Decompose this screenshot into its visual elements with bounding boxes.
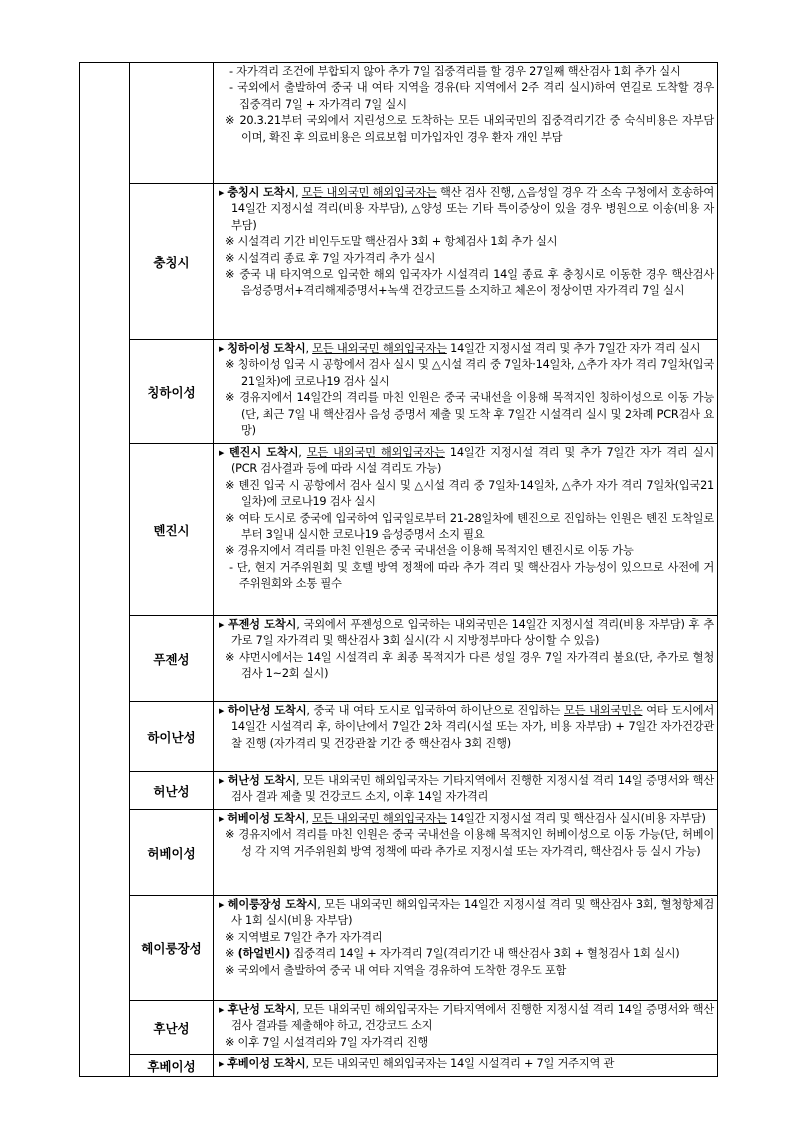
note-text: ※ 샤먼시에서는 14일 시설격리 후 최종 목적지가 다른 성일 경우 7일 자가격리 불요(단, 추가로 혈청검사 1~2회 실시) bbox=[225, 650, 714, 681]
region-name: 후베이성 bbox=[147, 1058, 196, 1074]
policy-note bbox=[219, 946, 714, 962]
triangle-bullet-icon: ▶ bbox=[219, 815, 225, 823]
quarantine-policy-table bbox=[79, 62, 718, 1077]
triangle-bullet-icon: ▶ bbox=[219, 345, 225, 353]
table-row bbox=[80, 616, 718, 702]
policy-content-cell bbox=[214, 896, 718, 1001]
separator: , bbox=[296, 618, 304, 631]
triangle-bullet-icon: ▶ bbox=[219, 1060, 225, 1068]
policy-note bbox=[219, 1035, 714, 1051]
policy-headline bbox=[219, 1056, 714, 1072]
policy-note bbox=[219, 650, 714, 683]
region-name-cell bbox=[130, 772, 214, 810]
region-name-cell bbox=[130, 896, 214, 1001]
table-row bbox=[80, 444, 718, 616]
policy-note bbox=[219, 234, 714, 250]
policy-note bbox=[219, 963, 714, 979]
policy-note bbox=[219, 827, 714, 860]
policy-headline bbox=[219, 703, 714, 752]
region-name-cell bbox=[130, 184, 214, 340]
policy-headline bbox=[219, 445, 714, 478]
region-name: 허난성 bbox=[153, 783, 190, 799]
region-name-cell bbox=[130, 810, 214, 896]
policy-content-cell bbox=[214, 340, 718, 444]
arrival-title: 후베이성 도착시 bbox=[227, 1057, 306, 1070]
headline-text: 모든 내외국민 해외입국자는 14일 시설격리 + 7일 거주지역 관 bbox=[312, 1057, 615, 1070]
headline-text: 모든 내외국민 해외입국자는 기타지역에서 진행한 지정시설 격리 14일 증명서와 핵산검사 결과를 제출해야 하고, 건강코드 소지 bbox=[231, 1003, 714, 1033]
table-row bbox=[80, 184, 718, 340]
headline-text: 핵산 검사 진행, △음성일 경우 각 소속 구청에서 호송하여 14일간 지정시설 격리(비용 자부담), △양성 또는 기타 특이증상이 있을 경우 병원으로 이송(비용 자부담) bbox=[231, 186, 714, 232]
headline-text: 여타 도시에서 14일간 시설격리 후, 하이난에서 7일간 2차 격리(시설 또는 자가, 비용 자부담) + 7일간 자가건강관찰 진행 (자가격리 및 건강관찰 기간 중 핵산검사 3회 진행) bbox=[231, 704, 715, 750]
arrival-title: 푸젠성 도착시 bbox=[227, 618, 297, 631]
region-name: 헤이룽장성 bbox=[141, 941, 202, 956]
region-name: 톈진시 bbox=[153, 522, 190, 538]
headline-text: 중국 내 여타 도시로 입국하여 하이난으로 진입하는 bbox=[313, 704, 564, 717]
policy-content-cell bbox=[214, 63, 718, 184]
region-name: 허베이성 bbox=[147, 845, 196, 861]
note-text: ※ 중국 내 타지역으로 입국한 해외 입국자가 시설격리 14일 종료 후 충칭시로 이동한 경우 핵산검사 음성증명서+격리해제증명서+녹색 건강코드를 소지하고 체온이 정상이면 자가격리 7일 실시 bbox=[225, 268, 714, 298]
arrival-title: 칭하이성 도착시 bbox=[227, 342, 306, 355]
arrival-title: 하이난성 도착시 bbox=[227, 704, 307, 717]
region-name-cell bbox=[130, 444, 214, 616]
region-name-cell bbox=[130, 702, 214, 772]
region-name: 푸젠성 bbox=[153, 651, 190, 667]
arrival-title: 후난성 도착시 bbox=[227, 1003, 296, 1016]
policy-headline bbox=[219, 341, 714, 357]
headline-text: 14일간 지정시설 격리 및 추가 7일간 자가 격리 실시(PCR 검사결과 등에 따라 시설 격리도 가능) bbox=[231, 446, 714, 476]
policy-note bbox=[219, 543, 714, 559]
policy-note bbox=[219, 113, 714, 146]
separator: , bbox=[305, 812, 313, 825]
policy-headline bbox=[219, 617, 714, 650]
policy-content-cell bbox=[214, 1001, 718, 1055]
triangle-bullet-icon: ▶ bbox=[219, 621, 225, 629]
region-name-cell bbox=[130, 616, 214, 702]
region-name: 하이난성 bbox=[147, 729, 196, 745]
table-row bbox=[80, 1055, 718, 1077]
note-text: ※ 국외에서 출발하여 중국 내 여타 지역을 경유하여 도착한 경우도 포함 bbox=[225, 963, 567, 977]
region-name: 칭하이성 bbox=[147, 384, 196, 400]
separator: , bbox=[298, 446, 307, 459]
arrival-title: 충칭시 도착시 bbox=[227, 186, 295, 199]
note-text: - 자가격리 조건에 부합되지 않아 추가 7일 집중격리를 할 경우 27일째 핵산검사 1회 추가 실시 bbox=[229, 65, 681, 78]
table-row bbox=[80, 810, 718, 896]
region-name: 후난성 bbox=[153, 1020, 190, 1036]
policy-note bbox=[219, 251, 714, 267]
policy-headline bbox=[219, 185, 714, 234]
headline-text: 14일간 지정시설 격리 및 핵산검사 실시(비용 자부담) bbox=[446, 812, 706, 825]
separator: , bbox=[295, 774, 303, 787]
region-name-cell bbox=[130, 1055, 214, 1077]
headline-text: 모든 내외국민 해외입국자는 14일간 지정시설 격리 및 핵산검사 3회, 혈청항체검사 1회 실시(비용 자부담) bbox=[231, 898, 714, 928]
triangle-bullet-icon: ▶ bbox=[219, 707, 225, 715]
note-text: ※ 칭하이성 입국 시 공항에서 검사 실시 및 △시설 격리 중 7일차·14일차, △추가 자가 격리 7일차(입국21일차)에 코로나19 검사 실시 bbox=[225, 358, 714, 388]
arrival-title: 허베이성 도착시 bbox=[227, 812, 306, 825]
arrival-title: 헤이룽장성 도착시 bbox=[227, 898, 318, 911]
policy-headline bbox=[219, 1002, 714, 1035]
note-text: 집중격리 14일 + 자가격리 7일(격리기간 내 핵산검사 3회 + 혈청검사 1회 실시) bbox=[290, 947, 680, 961]
triangle-bullet-icon: ▶ bbox=[219, 901, 225, 909]
policy-headline bbox=[219, 897, 714, 930]
note-text: - 국외에서 출발하여 중국 내 여타 지역을 경유(타 지역에서 2주 격리 실시)하여 연길로 도착할 경우 집중격리 7일 + 자가격리 7일 실시 bbox=[229, 81, 714, 111]
underlined-target: 모든 내외국민은 bbox=[564, 704, 643, 717]
note-bold: (하얼빈시) bbox=[237, 947, 291, 961]
triangle-bullet-icon: ▶ bbox=[219, 777, 225, 785]
policy-headline bbox=[219, 773, 714, 806]
underlined-target: 모든 내외국민 해외입국자는 bbox=[301, 186, 437, 199]
arrival-title: 허난성 도착시 bbox=[227, 774, 296, 787]
underlined-target: 모든 내외국민 해외입국자는 bbox=[312, 342, 447, 355]
region-name-cell bbox=[130, 340, 214, 444]
table-row bbox=[80, 896, 718, 1001]
policy-note bbox=[219, 64, 714, 80]
policy-content-cell bbox=[214, 1055, 718, 1077]
policy-content-cell bbox=[214, 444, 718, 616]
note-text: ※ 경유지에서 격리를 마친 인원은 중국 국내선을 이용해 목적지인 허베이성으로 이동 가능(단, 허베이성 각 지역 거주위원회 방역 정책에 따라 추가로 지정시설 또는 자가격리, 핵산검사 등 실시 가능) bbox=[225, 828, 714, 858]
policy-headline bbox=[219, 811, 714, 827]
policy-note bbox=[219, 357, 714, 390]
policy-note bbox=[219, 930, 714, 946]
policy-content-cell bbox=[214, 184, 718, 340]
headline-text: 국외에서 푸젠성으로 입국하는 내외국민은 14일간 지정시설 격리(비용 자부담) 후 추가로 7일 자가격리 및 핵산검사 3회 실시(각 시 지방정부마다 상이할 수 있음) bbox=[231, 618, 714, 648]
note-text: ※ 시설격리 기간 비인두도말 핵산검사 3회 + 항체검사 1회 추가 실시 bbox=[225, 235, 558, 249]
triangle-bullet-icon: ▶ bbox=[219, 1006, 225, 1014]
note-text: ※ 20.3.21부터 국외에서 지린성으로 도착하는 모든 내외국민의 집중격리기간 중 숙식비용은 자부담이며, 확진 후 의료비용은 의료보험 미가입자인 경우 환자 개인 부담 bbox=[225, 114, 714, 144]
separator: , bbox=[295, 1003, 303, 1016]
table-row bbox=[80, 340, 718, 444]
table-row bbox=[80, 63, 718, 184]
arrival-title: 톈진시 도착시 bbox=[228, 446, 299, 459]
underlined-target: 모든 내외국민 해외입국자는 bbox=[312, 812, 447, 825]
note-text: ※ 경유지에서 14일간의 격리를 마친 인원은 중국 국내선을 이용해 목적지인 칭하이성으로 이동 가능(단, 최근 7일 내 핵산검사 음성 증명서 제출 및 도착 후 7일간 시설격리 실시 및 2차례 PCR검사 요망) bbox=[225, 391, 714, 438]
policy-content-cell bbox=[214, 772, 718, 810]
policy-note bbox=[219, 267, 714, 300]
headline-text: 모든 내외국민 해외입국자는 기타지역에서 진행한 지정시설 격리 14일 증명서와 핵산검사 결과 제출 및 건강코드 소지, 이후 14일 자가격리 bbox=[231, 774, 714, 804]
table-row bbox=[80, 772, 718, 810]
region-name-cell bbox=[130, 1001, 214, 1055]
outer-category-cell bbox=[80, 63, 130, 1077]
note-mark: ※ bbox=[225, 947, 238, 961]
region-name-cell bbox=[130, 63, 214, 184]
separator: , bbox=[306, 704, 314, 717]
note-text: ※ 톈진 입국 시 공항에서 검사 실시 및 △시설 격리 중 7일차·14일차, △추가 자가 격리 7일차(입국21일차)에 코로나19 검사 실시 bbox=[225, 478, 714, 509]
policy-note bbox=[219, 80, 714, 113]
note-text: ※ 이후 7일 시설격리와 7일 자가격리 진행 bbox=[225, 1035, 429, 1049]
note-text: - 단, 현지 거주위원회 및 호텔 방역 정책에 따라 추가 격리 및 핵산검사 가능성이 있으므로 사전에 거주위원회와 소통 필수 bbox=[229, 560, 714, 591]
region-name: 충칭시 bbox=[153, 254, 190, 270]
separator: , bbox=[305, 1057, 313, 1070]
separator: , bbox=[317, 898, 325, 911]
policy-note bbox=[219, 390, 714, 439]
table-row bbox=[80, 702, 718, 772]
triangle-bullet-icon: ▶ bbox=[219, 189, 225, 197]
policy-content-cell bbox=[214, 702, 718, 772]
policy-note bbox=[219, 511, 714, 544]
separator: , bbox=[295, 186, 302, 199]
policy-content-cell bbox=[214, 810, 718, 896]
underlined-target: 모든 내외국민 해외입국자는 bbox=[306, 446, 445, 459]
separator: , bbox=[305, 342, 313, 355]
note-text: ※ 지역별로 7일간 추가 자가격리 bbox=[225, 930, 383, 944]
triangle-bullet-icon: ▶ bbox=[219, 449, 226, 457]
policy-content-cell bbox=[214, 616, 718, 702]
note-text: ※ 여타 도시로 중국에 입국하여 입국일로부터 21-28일차에 톈진으로 진입하는 인원은 톈진 도착일로부터 3일내 실시한 코로나19 음성증명서 소지 필요 bbox=[225, 511, 714, 542]
policy-note bbox=[219, 478, 714, 511]
policy-note bbox=[219, 560, 714, 593]
note-text: ※ 시설격리 종료 후 7일 자가격리 추가 실시 bbox=[225, 251, 436, 265]
headline-text: 14일간 지정시설 격리 및 추가 7일간 자가 격리 실시 bbox=[446, 342, 701, 355]
table-row bbox=[80, 1001, 718, 1055]
note-text: ※ 경유지에서 격리를 마친 인원은 중국 국내선을 이용해 목적지인 톈진시로 이동 가능 bbox=[225, 544, 634, 558]
